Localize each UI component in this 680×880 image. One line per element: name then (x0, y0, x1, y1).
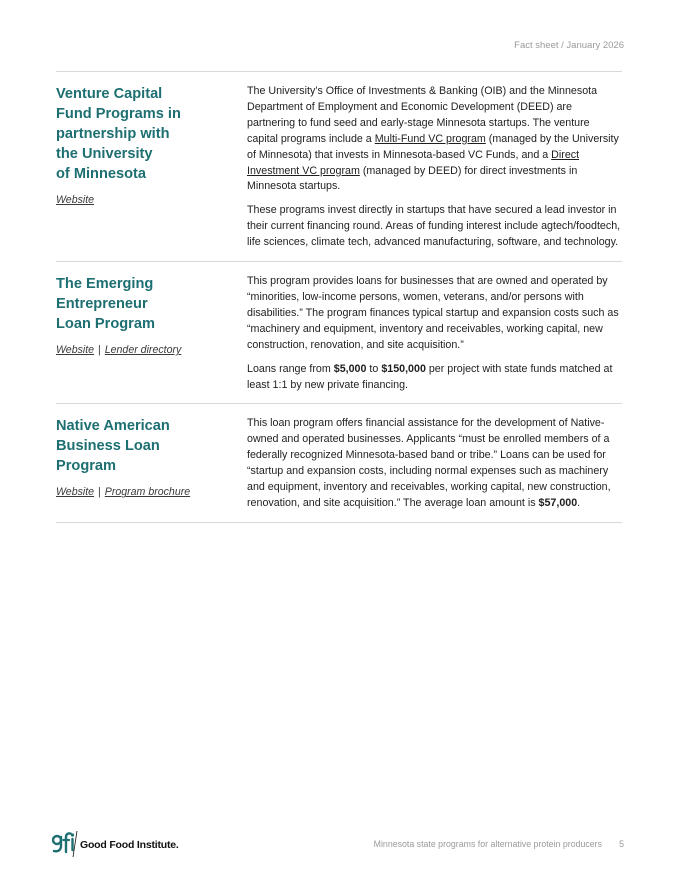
program-heading (56, 274, 247, 393)
page-footer (52, 831, 624, 857)
program-title-line: The Emerging (56, 276, 154, 293)
program-row-native-american (56, 404, 622, 522)
program-description (247, 274, 622, 393)
website-link[interactable]: Website (56, 486, 95, 499)
direct-investment-vc-link[interactable]: Direct Investment VC program (247, 148, 580, 177)
text-run: to (366, 362, 382, 375)
program-description (247, 84, 622, 251)
footer-document-title: Minnesota state programs for alternative protein producers (373, 839, 602, 849)
program-description (247, 416, 622, 511)
description-paragraph (247, 362, 622, 394)
program-title-line: Native American (56, 418, 170, 435)
program-title (56, 417, 237, 476)
text-run: . (577, 496, 581, 509)
program-title-line: Loan Program (56, 316, 155, 333)
description-paragraph (247, 416, 622, 511)
program-title-line: the University (56, 146, 153, 162)
program-links (56, 194, 237, 206)
link-separator: | (98, 486, 101, 499)
gfi-logo (52, 831, 179, 857)
description-paragraph: This program provides loans for businesses that are owned and operated by “minorities, low-income persons, women, veterans, and/or persons with disabilities.” The program finances typical startup and expansion costs such as “machinery and equipment, inventory and receivables, working capital, new construction, renovation, and site acquisition.” (247, 275, 619, 351)
text-run: per project with state funds matched at least 1:1 by new private financing. (247, 362, 613, 391)
program-row-venture-capital (56, 72, 622, 262)
program-title-line: Venture Capital (56, 86, 163, 102)
text-run: The University’s Office of Investments & Banking (OIB) and the Minnesota Department of Employment and Economic Development (DEED) are partnering to fund seed and early-stage Minnesota startups. The venture capital programs include a (247, 85, 598, 145)
program-links (56, 344, 237, 356)
text-run: Loans range from (247, 362, 334, 375)
program-title-line: of Minnesota (56, 166, 146, 182)
program-title-line: Fund Programs in (56, 106, 181, 122)
text-run: This loan program offers financial assistance for the development of Native-owned and operated businesses. Applicants “must be enrolled members of a federally recognized Minnesota-based band or tribe.” Loans can be used for “startup and expansion costs, including normal expenses such as machinery and equipment, inventory and receivables, working capital, new construction, renovation, and site acquisition.” The average loan amount is (247, 417, 611, 509)
program-list (56, 71, 622, 523)
gfi-logo-mark-icon (52, 831, 78, 857)
program-brochure-link[interactable]: Program brochure (104, 486, 191, 499)
text-run: (managed by the University of Minnesota) that invests in Minnesota-based VC Funds, and a (247, 132, 619, 161)
website-link[interactable]: Website (56, 344, 95, 357)
program-links (56, 486, 237, 498)
header-meta: Fact sheet / January 2026 (514, 40, 624, 51)
multi-fund-vc-link[interactable]: Multi-Fund VC program (374, 132, 486, 145)
program-row-emerging-entrepreneur (56, 262, 622, 404)
program-title-line: partnership with (56, 126, 170, 142)
program-title (56, 85, 237, 184)
text-run: (managed by DEED) for direct investments in Minnesota startups. (247, 164, 578, 193)
program-title-line: Program (56, 458, 117, 475)
program-heading (56, 416, 247, 511)
description-paragraph: These programs invest directly in startups that have secured a lead investor in their current financing round. Areas of funding interest include agtech/foodtech, life sciences, climate tech, advanced manufacturing, software, and technology. (247, 204, 621, 249)
description-paragraph (247, 84, 622, 195)
program-title-line: Business Loan (56, 438, 160, 455)
program-title-line: Entrepreneur (56, 296, 148, 313)
logo-text: Good Food Institute. (80, 838, 179, 851)
average-loan-amount: $57,000 (538, 496, 578, 509)
lender-directory-link[interactable]: Lender directory (104, 344, 182, 357)
max-loan-amount: $150,000 (381, 362, 426, 375)
page-number: 5 (619, 839, 624, 849)
website-link[interactable]: Website (56, 194, 95, 206)
program-heading (56, 84, 247, 251)
program-title (56, 275, 237, 334)
min-loan-amount: $5,000 (333, 362, 367, 375)
link-separator: | (98, 344, 101, 357)
